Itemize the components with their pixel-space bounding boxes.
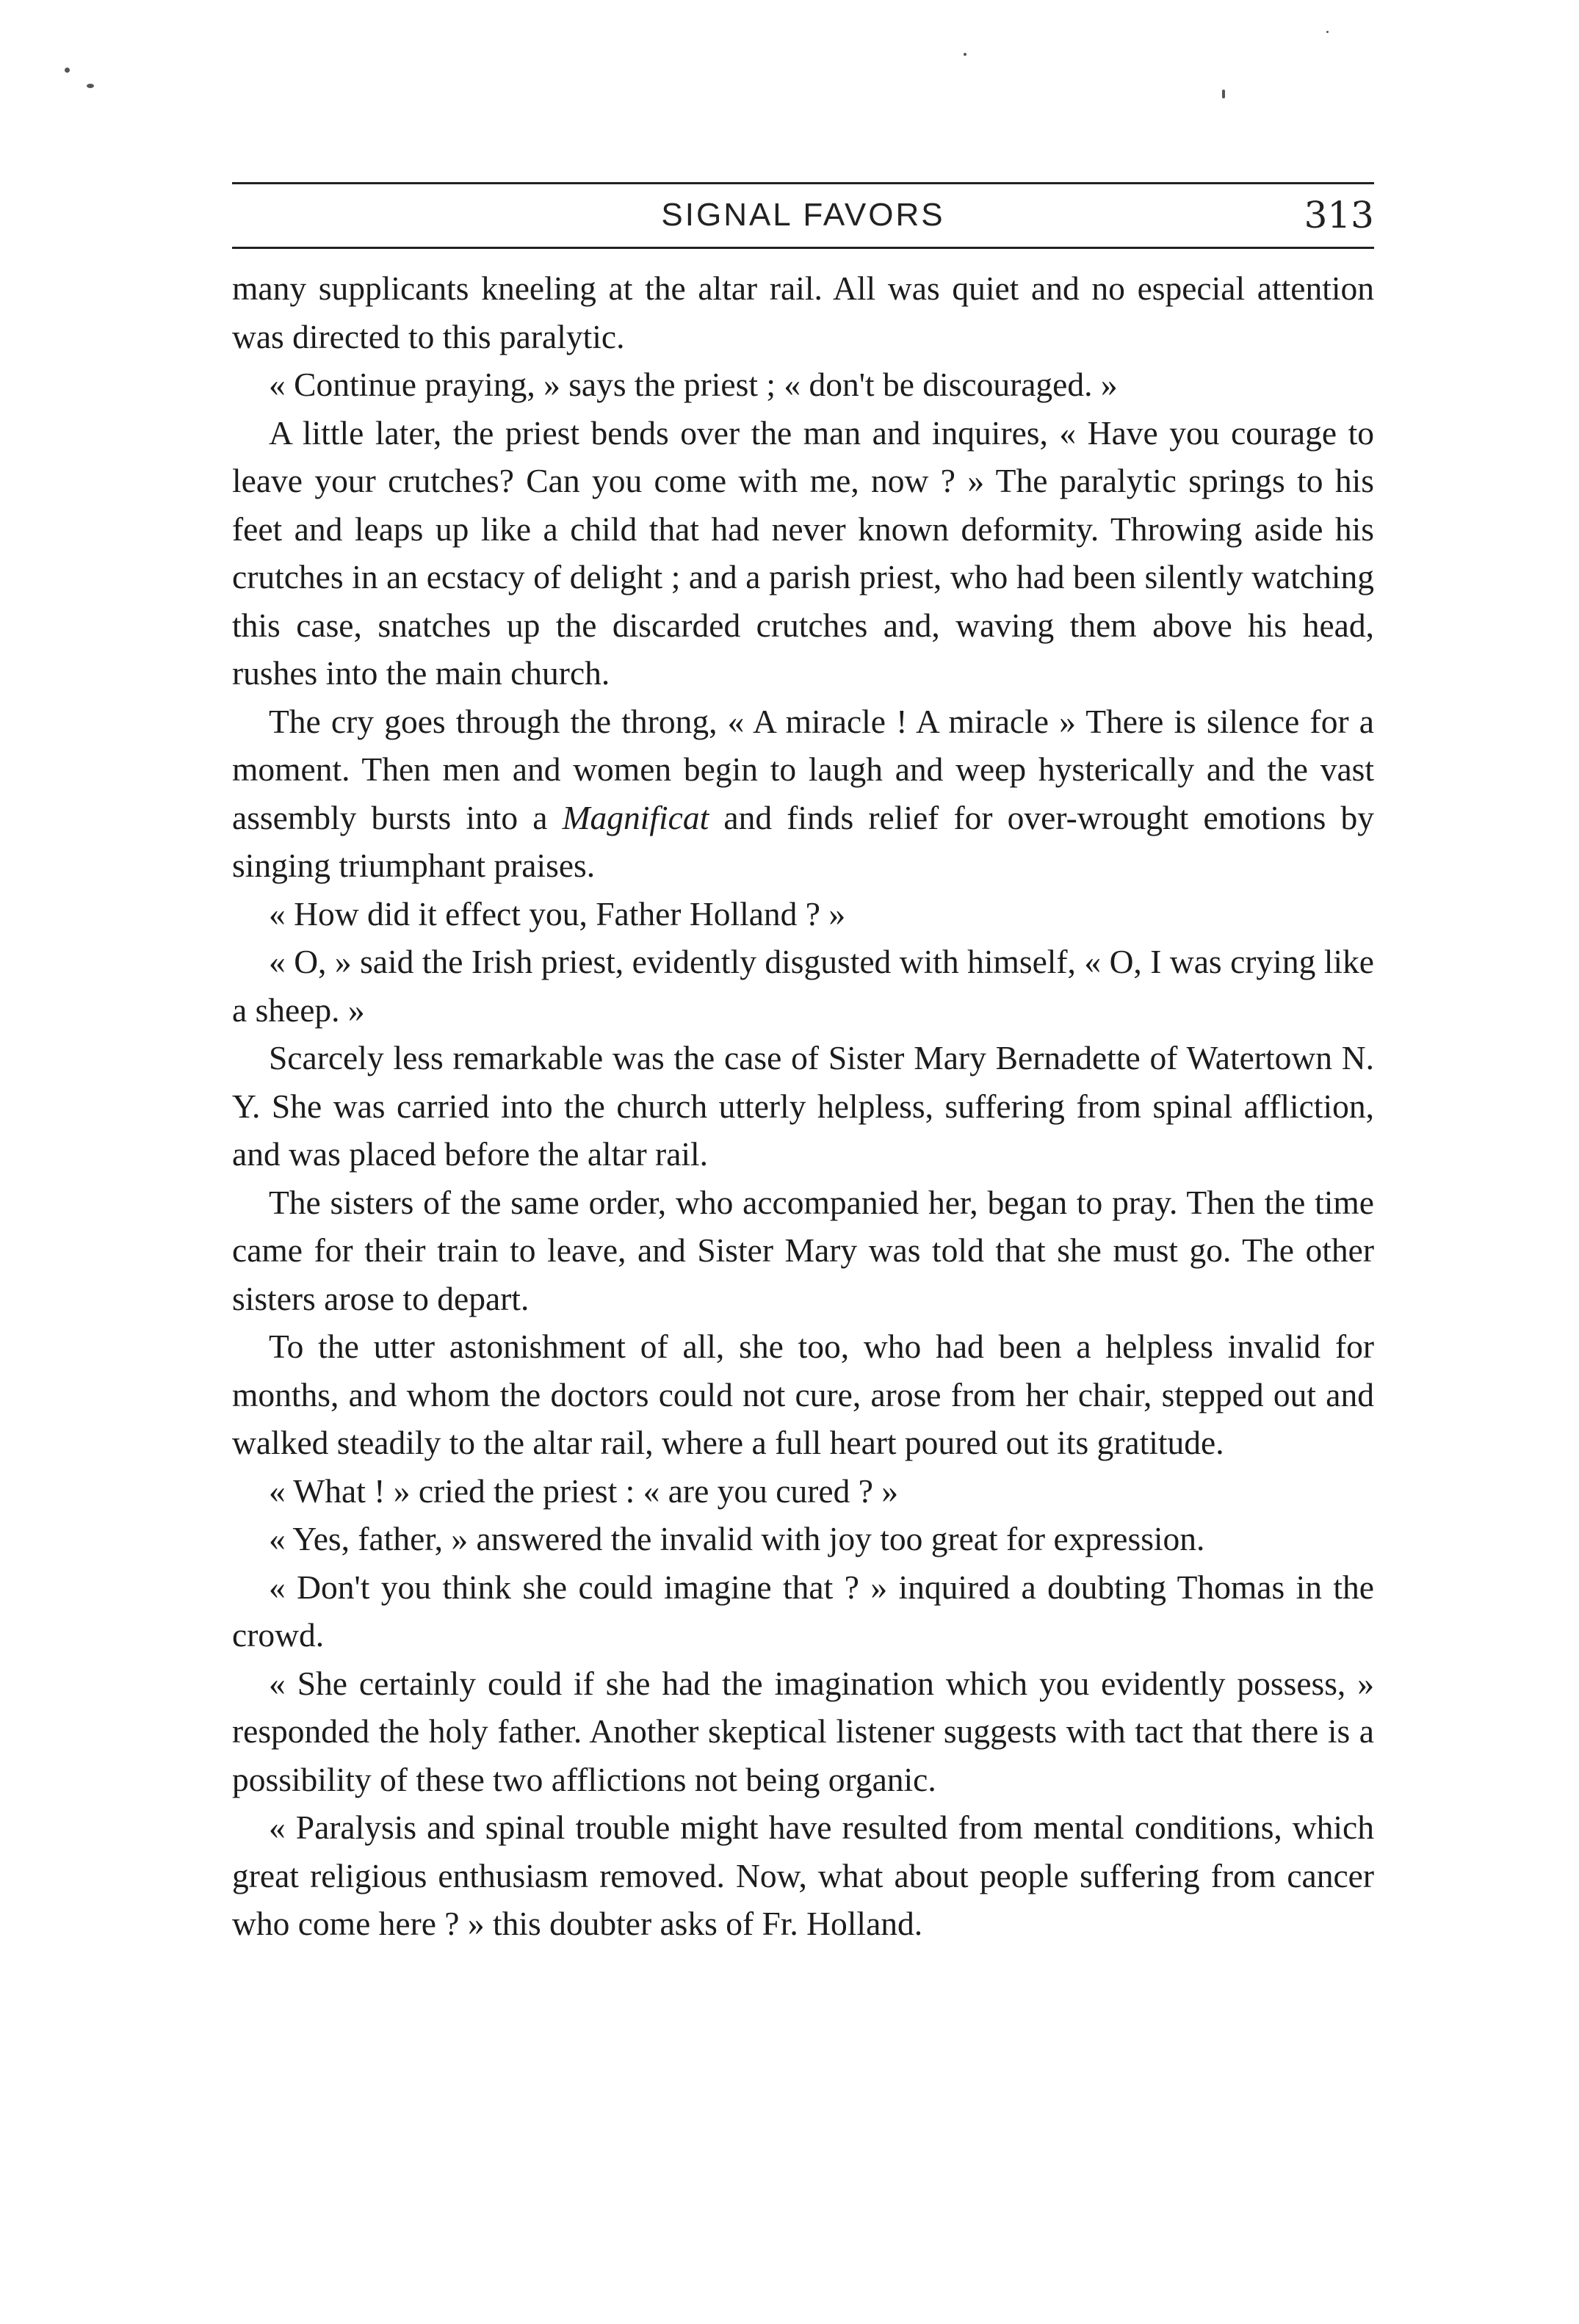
scan-speck [87, 84, 94, 88]
body-text [232, 264, 1374, 1948]
paragraph-text: and finds relief for over-wrought emotions by singing triumphant praises. [232, 798, 1374, 884]
paragraph: many supplicants kneeling at the altar rail. All was quiet and no especial attention was directed to this paralytic. [232, 269, 1374, 355]
paragraph: « Don't you think she could imagine that ? » inquired a doubting Thomas in the crowd. [232, 1568, 1374, 1654]
paragraph: « Paralysis and spinal trouble might have resulted from mental conditions, which great religious enthusiasm removed. Now, what about people suffering from cancer who come here ? » this doubter asks of Fr. Holland. [232, 1809, 1374, 1942]
header-rule-top [232, 182, 1374, 184]
paragraph: The sisters of the same order, who accompanied her, began to pray. Then the time came for their train to leave, and Sister Mary was told that she must go. The other sisters arose to depart. [232, 1183, 1374, 1317]
paragraph: « What ! » cried the priest : « are you cured ? » [269, 1471, 899, 1510]
paragraph: « Yes, father, » answered the invalid with joy too great for expression. [269, 1520, 1205, 1557]
paragraph: « Continue praying, » says the priest ; « don't be discouraged. » [269, 366, 1118, 403]
running-header [232, 189, 1374, 248]
italic-title: Magnificat [562, 798, 709, 836]
scan-speck [65, 68, 70, 73]
paragraph-text: The cry goes through the throng, « A miracle ! A miracle » There is silence for a moment. Then men and women begin to laugh and weep hysterically and the vast assembly bursts into a [232, 702, 1374, 836]
paragraph: To the utter astonishment of all, she too, who had been a helpless invalid for months, and whom the doctors could not cure, arose from her chair, stepped out and walked steadily to the altar rail, where a full heart poured out its gratitude. [232, 1328, 1374, 1461]
paragraph: Scarcely less remarkable was the case of Sister Mary Bernadette of Watertown N. Y. She was carried into the church utterly helpless, suffering from spinal affliction, and was placed before the altar rail. [232, 1039, 1374, 1173]
running-title: SIGNAL FAVORS [661, 197, 945, 233]
page-number: 313 [1304, 194, 1374, 236]
header-rule-bottom [232, 247, 1374, 249]
paragraph: « O, » said the Irish priest, evidently disgusted with himself, « O, I was crying like a sheep. » [232, 943, 1374, 1029]
paragraph: « She certainly could if she had the imagination which you evidently possess, » responded the holy father. Another skeptical listener suggests with tact that there is a possibility of these two afflictions not being organic. [232, 1664, 1374, 1798]
paragraph: A little later, the priest bends over the man and inquires, « Have you courage to leave your crutches? Can you come with me, now ? » The paralytic springs to his feet and leaps up like a child that had never known deformity. Throwing aside his crutches in an ecstacy of delight ; and a parish priest, who had been silently watching this case, snatches up the discarded crutches and, waving them above his head, rushes into the main church. [232, 413, 1374, 692]
scan-speck [964, 53, 966, 56]
scan-speck [1326, 31, 1329, 33]
scan-speck [1222, 90, 1225, 98]
paragraph [232, 698, 1374, 890]
paragraph: « How did it effect you, Father Holland ? » [269, 894, 846, 933]
